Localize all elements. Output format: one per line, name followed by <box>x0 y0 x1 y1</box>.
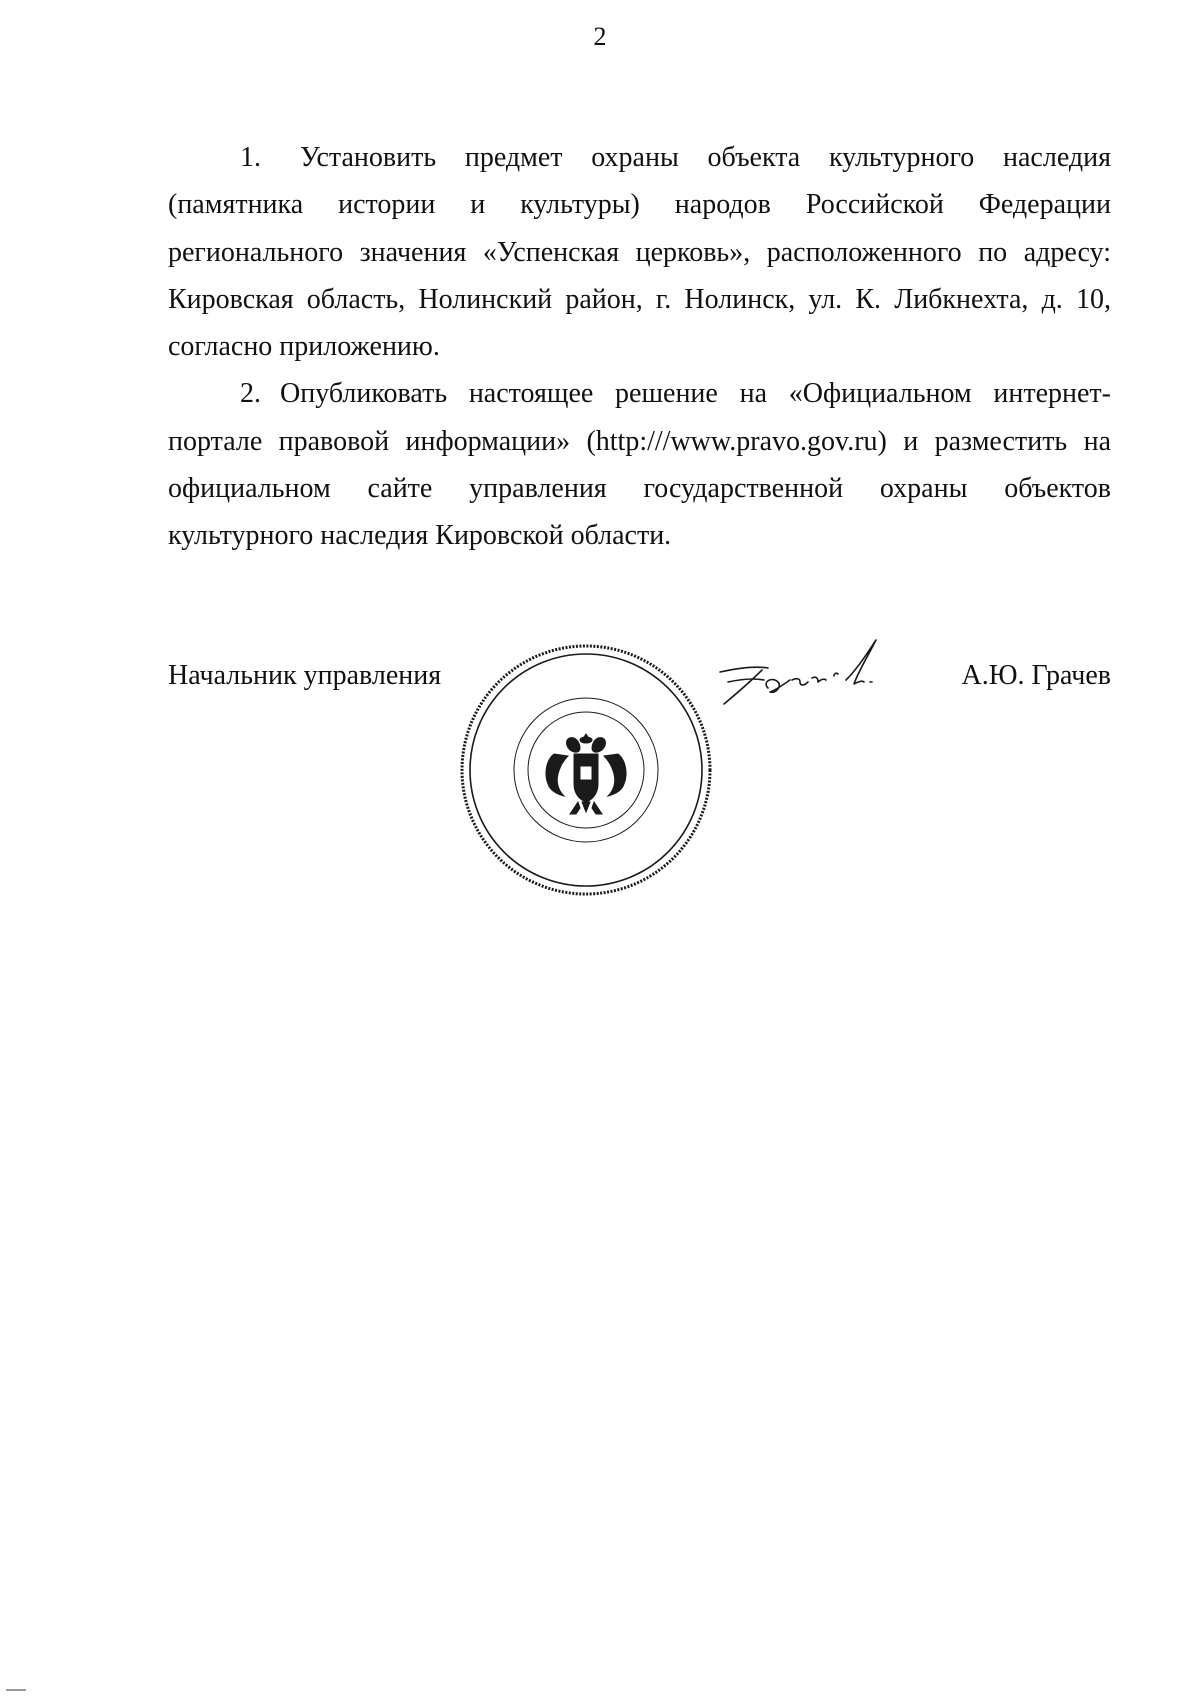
double-headed-eagle-emblem <box>546 734 626 814</box>
paragraph-2-number: 2. <box>240 378 261 410</box>
scan-edge-mark <box>6 1689 26 1691</box>
paragraph-1 <box>168 134 1111 370</box>
paragraph-1-number: 1. <box>240 142 261 173</box>
page-number: 2 <box>593 22 607 51</box>
paragraph-2 <box>168 370 1111 559</box>
signer-position: Начальник управления <box>168 660 442 691</box>
paragraph-2-text: Опубликовать настоящее решение на «Официальном интернет-портале правовой информации» (http:///www.pravo.gov.ru) и разместить на официальном сайте управления государственной охраны объектов культурного наследия Кировской области. <box>168 378 1111 552</box>
signature-block <box>168 650 1111 910</box>
signer-name: А.Ю. Грачев <box>961 660 1111 691</box>
handwritten-signature <box>708 632 898 722</box>
official-seal <box>458 642 714 898</box>
paragraph-1-text: Установить предмет охраны объекта культурного наследия (памятника истории и культуры) народов Российской Федерации регионального значения «Успенская церковь», расположенного по адресу: Кировская область, Нолинский район, г. Нолинск, ул. К. Либкнехта, д. 10, согласно приложению. <box>168 142 1111 363</box>
document-body <box>168 134 1111 560</box>
